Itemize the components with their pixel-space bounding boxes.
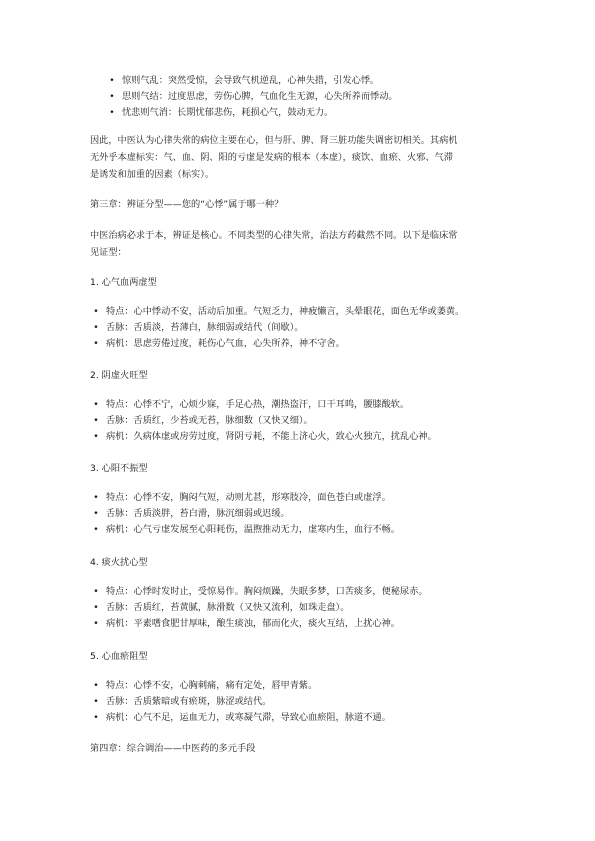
bullet-icon: • (93, 696, 99, 707)
section-heading: 2. 阴虚火旺型 (90, 370, 148, 381)
list-item-text: 病机：心气亏虚发展至心阳耗伤，温煦推动无力，虚寒内生，血行不畅。 (106, 524, 400, 535)
paragraph-line: 无外乎本虚标实：气、血、阴、阳的亏虚是发病的根本（本虚），痰饮、血瘀、火邪、气滞 (90, 152, 453, 163)
paragraph-line: 是诱发和加重的因素（标实）。 (90, 169, 215, 180)
list-item-text: 病机：平素嗜食肥甘厚味，酿生痰浊，郁而化火，痰火互结，上扰心神。 (106, 618, 400, 629)
list-item-text: 病机：心气不足，运血无力，或寒凝气滞，导致心血瘀阻，脉道不通。 (106, 712, 391, 723)
bullet-icon: • (93, 306, 99, 317)
section-heading: 5. 心血瘀阻型 (90, 651, 148, 662)
list-item-text: 特点：心悸不安，胸闷气短，动则尤甚，形寒肢冷，面色苍白或虚浮。 (106, 492, 391, 503)
paragraph-line: 见证型： (90, 247, 127, 258)
bullet-icon: • (93, 415, 99, 426)
bullet-icon: • (93, 492, 99, 503)
list-item-text: 惊则气乱：突然受惊，会导致气机逆乱，心神失措，引发心悸。 (122, 75, 380, 86)
bullet-icon: • (93, 586, 99, 597)
bullet-icon: • (93, 508, 99, 519)
list-item-text: 舌脉：舌质淡，苔薄白，脉细弱或结代（间歇）。 (106, 322, 304, 333)
chapter-heading: 第四章：综合调治——中医药的多元手段 (90, 743, 256, 754)
bullet-icon: • (109, 107, 115, 118)
list-item-text: 舌脉：舌质紫暗或有瘀斑，脉涩或结代。 (106, 696, 272, 707)
list-item-text: 特点：心中悸动不安，活动后加重。气短乏力，神疲懒言，头晕眼花，面色无华或萎黄。 (106, 306, 465, 317)
bullet-icon: • (93, 712, 99, 723)
list-item-text: 病机：久病体虚或房劳过度，肾阴亏耗，不能上济心火，致心火独亢，扰乱心神。 (106, 431, 437, 442)
section-heading: 1. 心气血两虚型 (90, 277, 157, 288)
paragraph-line: 因此，中医认为心律失常的病位主要在心，但与肝、脾、肾三脏功能失调密切相关。其病机 (90, 135, 458, 146)
bullet-icon: • (93, 322, 99, 333)
bullet-icon: • (93, 680, 99, 691)
bullet-icon: • (93, 618, 99, 629)
bullet-icon: • (93, 431, 99, 442)
list-item-text: 特点：心悸不宁，心烦少寐，手足心热，潮热盗汗，口干耳鸣，腰膝酸软。 (106, 399, 410, 410)
section-heading: 4. 痰火扰心型 (90, 557, 148, 568)
bullet-icon: • (93, 602, 99, 613)
list-item-text: 特点：心悸时发时止，受惊易作。胸闷烦躁，失眠多梦，口苦痰多，便秘尿赤。 (106, 586, 428, 597)
list-item-text: 忧悲则气消：长期忧郁悲伤，耗损心气，鼓动无力。 (122, 107, 334, 118)
list-item-text: 思则气结：过度思虑，劳伤心脾，气血化生无源，心失所养而悸动。 (122, 91, 398, 102)
paragraph (90, 132, 510, 183)
bullet-icon: • (93, 338, 99, 349)
paragraph (90, 227, 510, 261)
list-item-text: 舌脉：舌质红，苔黄腻，脉滑数（又快又流利，如珠走盘）。 (106, 602, 350, 613)
list-item-text: 特点：心悸不安，心胸刺痛，痛有定处，唇甲青紫。 (106, 680, 318, 691)
chapter-heading: 第三章：辨证分型——您的“心悸”属于哪一种？ (90, 199, 284, 210)
bullet-icon: • (109, 75, 115, 86)
list-item-text: 病机：思虑劳倦过度，耗伤心气血，心失所养，神不守舍。 (106, 338, 345, 349)
list-item-text: 舌脉：舌质淡胖，苔白滑，脉沉细弱或迟缓。 (106, 508, 290, 519)
list-item-text: 舌脉：舌质红，少苔或无苔，脉细数（又快又细）。 (106, 415, 313, 426)
bullet-icon: • (93, 524, 99, 535)
paragraph-line: 中医治病必求于本，辨证是核心。不同类型的心律失常，治法方药截然不同。以下是临床常 (90, 230, 458, 241)
bullet-icon: • (93, 399, 99, 410)
section-heading: 3. 心阳不振型 (90, 463, 148, 474)
bullet-icon: • (109, 91, 115, 102)
